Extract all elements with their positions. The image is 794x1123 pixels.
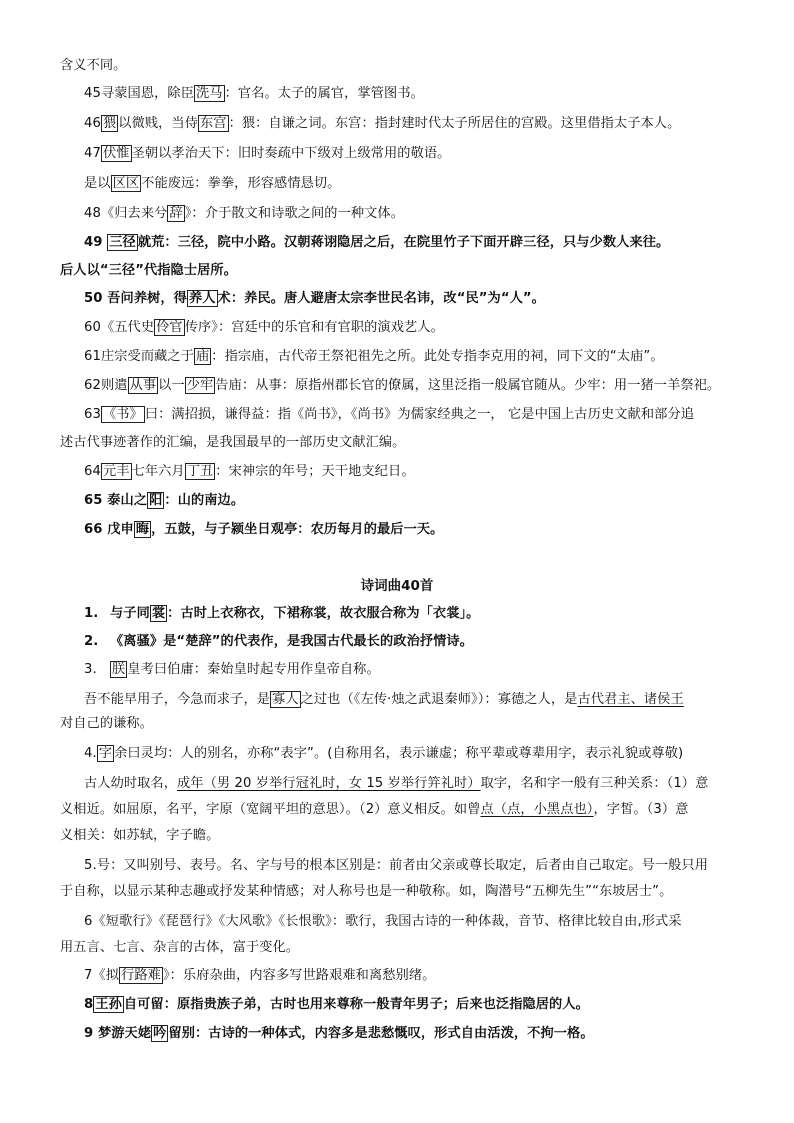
boxed-term: 王孙 — [95, 997, 122, 1012]
note-49-cont: 后人以“三径”代指隐士居所。 — [60, 263, 237, 278]
underlined-term: 成年（男 20 岁举行冠礼时，女 15 岁举行笄礼时） — [177, 776, 481, 791]
note-61: 61庄宗受而藏之于 庙 ：指宗庙，古代帝王祭祀祖先之所。此处专指李克用的祠，同下文的“太庙”。 — [84, 349, 664, 364]
poem-note-5: 5.号：又叫别号、表号。名、字与号的根本区别是：前者由父亲或尊长取定，后者由自己取定。号一般只用 — [84, 858, 709, 873]
note-45: 45寻蒙国恩，除臣 洗马 ：官名。太子的属官，掌管图书。 — [84, 86, 424, 101]
boxed-term: 元丰 — [102, 464, 130, 479]
poem-note-4-cont: 义相近。如屈原，名平，字原（宽阔平坦的意思）。（2）意义相反。如曾点（点，小黑点也），字皙。（3）意 — [60, 802, 689, 817]
poem-note-3-cont: 对自己的谦称。 — [60, 716, 154, 731]
poem-note-7: 7《拟 行路难 》：乐府杂曲，内容多写世路艰难和离愁别绪。 — [84, 968, 436, 983]
underlined-term: 古代君主、诸侯王 — [577, 692, 684, 707]
boxed-term: 庙 — [196, 349, 210, 364]
poem-note-4-cont2: 义相关：如苏轼，字子瞻。 — [60, 828, 220, 843]
boxed-term: 区区 — [112, 176, 140, 191]
note-62: 62则遣 从事 以一 少牢 告庙：从事：原指州郡长官的僚属，这里泛指一般属官随从。少牢：用一猪一羊祭祀。 — [84, 378, 721, 393]
boxed-term: 辞 — [169, 206, 183, 221]
boxed-term: 寡人 — [272, 692, 299, 707]
boxed-term: 东宫 — [200, 116, 227, 131]
poem-note-4-ext: 古人幼时取名，成年（男 20 岁举行冠礼时，女 15 岁举行笄礼时）取字，名和字一般有三种关系：（1）意 — [84, 776, 709, 791]
note-49: 49 三径 就荒：三径，院中小路。汉朝蒋诩隐居之后，在院里竹子下面开辟三径，只与少数人来往。 — [84, 235, 670, 250]
poem-note-3: 3. 朕 皇考曰伯庸：秦始皇时起专用作皇帝自称。 — [84, 662, 380, 677]
boxed-term: 行路难 — [121, 968, 161, 983]
boxed-term: 字 — [98, 746, 113, 761]
note-66: 66 戊申 晦 ，五鼓，与子颍坐日观亭：农历每月的最后一天。 — [84, 522, 444, 537]
note-63-cont: 述古代事迹著作的汇编，是我国最早的一部历史文献汇编。 — [60, 435, 406, 450]
poem-note-5-cont: 于自称，以显示某种志趣或抒发某种情感；对人称号也是一种敬称。如，陶潜号“五柳先生”“东坡居士”。 — [60, 884, 673, 899]
boxed-term: 猥 — [102, 116, 117, 131]
boxed-term: 三径 — [109, 235, 136, 250]
note-48: 48《归去来兮 辞 》：介于散文和诗歌之间的一种文体。 — [84, 206, 405, 221]
boxed-term: 朕 — [112, 662, 126, 677]
section-title: 诗词曲40首 — [360, 578, 434, 594]
note-63: 63 《书》 曰：满招损，谦得益：指《尚书》，《尚书》为儒家经典之一， 它是中国上古历史文献和部分追 — [84, 407, 695, 422]
boxed-term: 裳 — [151, 606, 166, 621]
boxed-term: 丁丑 — [186, 464, 214, 479]
boxed-term: 伶官 — [156, 320, 183, 335]
note-46: 46 猥 以微贱，当侍 东宫 ：猥：自谦之词。东宫：指封建时代太子所居住的宫殿。这里借指太子本人。 — [84, 116, 681, 131]
poem-note-9: 9 梦游天姥 吟 留别：古诗的一种体式，内容多是悲愁慨叹，形式自由活泼，不拘一格。 — [84, 1026, 594, 1041]
poem-note-6-cont: 用五言、七言、杂言的古体，富于变化。 — [60, 940, 300, 955]
poem-note-2: 2. 《离骚》是“楚辞”的代表作，是我国古代最长的政治抒情诗。 — [84, 634, 474, 649]
boxed-term: 阳 — [149, 493, 163, 508]
underlined-term: 点（点，小黑点也） — [480, 802, 594, 817]
note-47-cont: 是以 区区 不能废远：拳拳，形容感情恳切。 — [84, 176, 341, 191]
text-line: 含义不同。 — [60, 58, 127, 73]
poem-note-8: 8 王孙 自可留：原指贵族子弟，古时也用来尊称一般青年男子；后来也泛指隐居的人。 — [84, 997, 589, 1012]
poem-note-3-ext: 吾不能早用子，今急而求子，是 寡人 之过也（《左传·烛之武退秦师》）：寡德之人，是古代君主、诸侯王 — [84, 692, 684, 707]
boxed-term: 吟 — [153, 1026, 167, 1041]
note-65: 65 泰山之 阳 ：山的南边。 — [84, 493, 245, 508]
boxed-term: 晦 — [135, 522, 150, 537]
note-47: 47 伏惟 圣朝以孝治天下：旧时奏疏中下级对上级常用的敬语。 — [84, 146, 451, 161]
boxed-term: 少牢 — [186, 378, 214, 393]
note-60: 60《五代史 伶官 传序》：宫廷中的乐官和有官职的演戏艺人。 — [84, 320, 444, 335]
note-50: 50 吾问养树，得 养人 术：养民。唐人避唐太宗李世民名讳，改“民”为“人”。 — [84, 291, 545, 306]
poem-note-6: 6《短歌行》《琵琶行》《大风歌》《长恨歌》：歌行，我国古诗的一种体裁，音节、格律比较自由,形式采 — [84, 914, 682, 929]
boxed-term: 养人 — [188, 291, 216, 306]
poem-note-4: 4. 字 余曰灵均：人的别名，亦称“表字”。(自称用名，表示谦虚；称平辈或尊辈用字，表示礼貌或尊敬) — [84, 746, 684, 761]
poem-note-1: 1. 与子同 裳 ：古时上衣称衣，下裙称裳，故衣服合称为「衣裳」。 — [84, 606, 480, 621]
note-64: 64 元丰 七年六月 丁丑 ：宋神宗的年号；天干地支纪日。 — [84, 464, 415, 479]
boxed-term: 洗马 — [196, 86, 223, 101]
boxed-term: 从事 — [129, 378, 157, 393]
boxed-term: 伏惟 — [102, 146, 130, 161]
boxed-term: 《书》 — [102, 407, 143, 422]
